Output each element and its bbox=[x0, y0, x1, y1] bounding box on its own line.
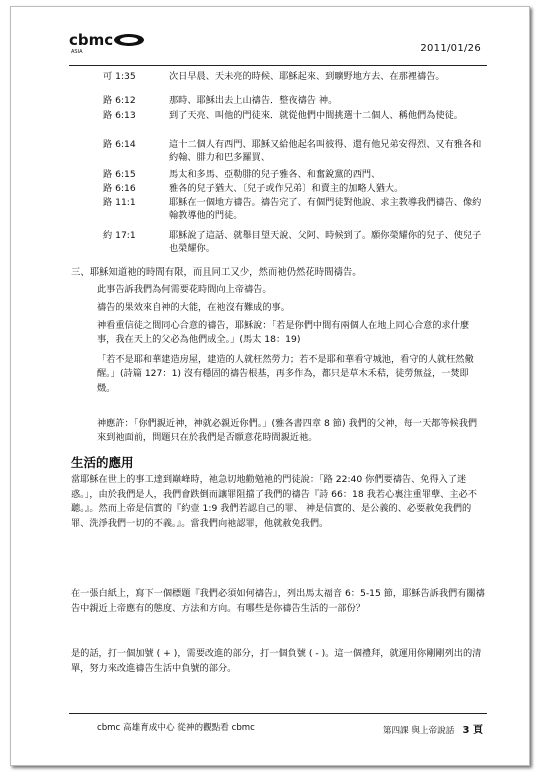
section-three-paragraph: 此事告訴我們為何需要花時間向上帝禱告。 bbox=[97, 284, 272, 295]
document-page bbox=[10, 6, 530, 766]
section-three-paragraph: 「若不是耶和華建造房屋，建造的人就枉然勞力；若不是耶和華看守城池，看守的人就枉然儆醒。」(詩篇 127：1) 沒有穩固的禱告根基，再多作為，都只是草木禾秸，徒勞無益，一焚即燬。 bbox=[97, 354, 474, 394]
logo-text: cbmc bbox=[69, 31, 114, 49]
header-date: 2011/01/26 bbox=[420, 43, 481, 54]
verse-ref: 路 6:12 bbox=[103, 95, 136, 106]
application-paragraph: 當耶穌在世上的事工達到巔峰時，祂急切地勸勉祂的門徒說：「路 22:40 你們要禱告、免得入了迷惑。」，由於我們是人，我們會跌倒而讓罪阻擋了我們的禱告『詩 66：18 我若心裏注重罪孽、主必不聽。』。然而上帝是信實的『約壹 1:9 我們若認自己的罪、 神是信實的、是公義的、必要赦免我們的罪、洗淨我們一切的不義。』。當我們向祂認罪，他就赦免我們。 bbox=[71, 474, 477, 529]
verse-text: 那時、耶穌出去上山禱告．整夜禱告 神。 bbox=[169, 95, 338, 106]
verse-ref: 路 6:13 bbox=[103, 110, 136, 121]
footer-left: cbmc 高雄育成中心 從神的觀點看 cbmc bbox=[97, 723, 255, 733]
verse-row bbox=[103, 229, 483, 257]
verse-text: 耶穌說了這話、就舉目望天說、父阿、時候到了。願你榮耀你的兒子、使兒子也榮耀你。 bbox=[169, 230, 482, 254]
section-three-paragraph: 禱告的果效來自神的大能，在祂沒有難成的事。 bbox=[97, 302, 290, 313]
header-divider bbox=[69, 65, 487, 66]
verse-ref: 路 6:14 bbox=[103, 139, 136, 150]
footer-page-number: 3 頁 bbox=[462, 725, 483, 736]
section-three-paragraph: 神看重信徒之間同心合意的禱告，耶穌說：「若是你們中間有兩個人在地上同心合意的求什麼事，我在天上的父必為他們成全。」(馬太 18：19) bbox=[97, 320, 470, 346]
verse-row bbox=[103, 138, 483, 166]
verse-row bbox=[103, 168, 483, 182]
page-header bbox=[11, 7, 529, 67]
verse-row bbox=[103, 94, 483, 108]
verse-ref: 約 17:1 bbox=[103, 230, 136, 241]
section-three-paragraph: 神應許：「你們親近神，神就必親近你們。」(雅各書四章 8 節) 我們的父神，每一天都等候我們來到祂面前，問題只在於我們是否願意花時間親近祂。 bbox=[97, 418, 478, 444]
verse-row bbox=[103, 109, 483, 137]
verse-text: 次日早晨、天未亮的時候、耶穌起來、到曠野地方去、在那裡禱告。 bbox=[169, 71, 445, 82]
verse-text: 耶穌在一個地方禱告。禱告完了、有個門徒對他說、求主教導我們禱告、像約翰教導他的門徒。 bbox=[169, 197, 482, 221]
footer-divider bbox=[69, 713, 487, 714]
verse-ref: 路 11:1 bbox=[103, 197, 136, 208]
logo-sub: ASIA bbox=[71, 49, 83, 55]
verse-text: 到了天亮、叫他的門徒來．就從他們中間挑選十二個人、稱他們為使徒。 bbox=[169, 110, 463, 121]
verse-row bbox=[103, 70, 483, 84]
application-paragraph: 在一張白紙上，寫下一個標題『我們必須如何禱告』，列出馬太福音 6：5-15 節，耶穌告訴我們有關禱告中親近上帝應有的態度、方法和方向。有哪些是你禱告生活的一部份？ bbox=[71, 588, 485, 614]
verse-text: 這十二個人有西門、耶穌又給他起名叫彼得、還有他兄弟安得烈、又有雅各和約翰、腓力和巴多羅買、 bbox=[169, 139, 482, 163]
application-paragraph: 是的話，打一個加號 ( + )，需要改進的部分，打一個負號 ( - )。這一個禮拜，就運用你剛剛列出的清單，努力來改進禱告生活中負號的部分。 bbox=[71, 648, 482, 674]
footer-right bbox=[383, 721, 483, 736]
verse-ref: 路 6:16 bbox=[103, 183, 136, 194]
verse-text: 雅各的兒子猶大、〔兒子或作兄弟〕和賣主的加略人猶大。 bbox=[169, 183, 404, 194]
section-three-title: 三、耶穌知道祂的時間有限，而且同工又少，然而祂仍然花時間禱告。 bbox=[71, 267, 362, 278]
verse-row bbox=[103, 196, 483, 224]
cbmc-logo bbox=[69, 29, 149, 55]
footer-lesson: 第四課 與上帝說話 bbox=[382, 726, 455, 736]
verse-ref: 可 1:35 bbox=[103, 71, 136, 82]
verse-text: 馬太和多馬、亞勒腓的兒子雅各、和奮銳黨的西門、 bbox=[169, 169, 381, 180]
verse-ref: 路 6:15 bbox=[103, 169, 136, 180]
verse-row bbox=[103, 182, 483, 196]
application-heading: 生活的應用 bbox=[71, 455, 134, 470]
